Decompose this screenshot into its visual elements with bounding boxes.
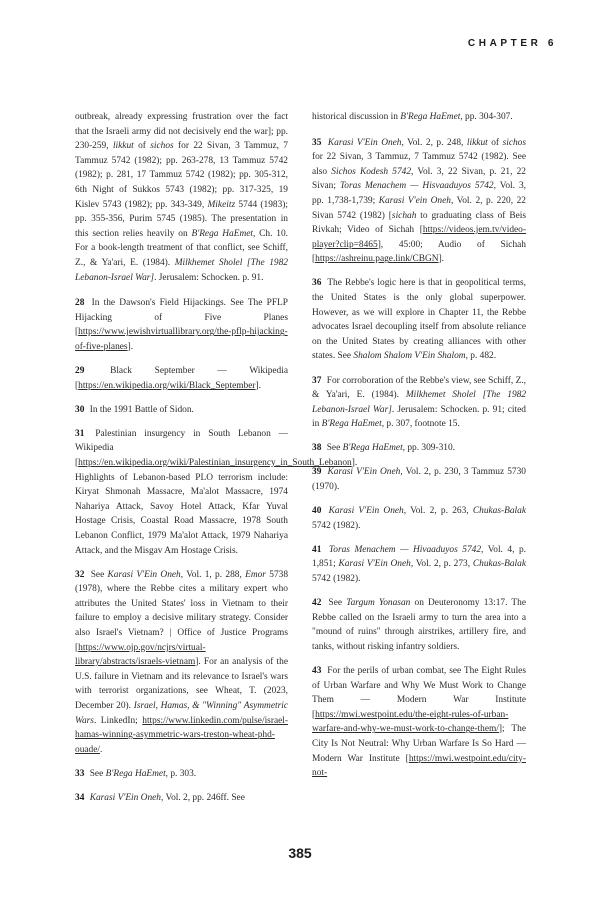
footnote-number: 33 <box>75 768 85 779</box>
footnote-42: 42 See Targum Yonasan on Deuteronomy 13:17. The Rebbe called on the Israeli army to turn the area into a "mound of ruins" through airstrikes, artillery fire, and tanks, without risking infantry soldiers. <box>312 598 527 652</box>
footnote-38: 38 See B'Rega HaEmet, pp. 309-310. <box>312 443 456 454</box>
footnote-link[interactable]: https://www.ojp.gov/ncjrs/virtual-library/abstracts/israels-vietnam <box>75 642 206 668</box>
footnote-continuation: historical discussion in B'Rega HaEmet, pp. 304-307. <box>312 112 513 122</box>
footnote-number: 30 <box>75 404 85 415</box>
footnote-continuation: outbreak, already expressing frustration over the fact that the Israeli army did not decisively end the war]; pp. 230-259, likkut of sichos for 22 Sivan, 3 Tammuz, 7 Tammuz 5742 (1982); pp. 263-278, 13 Tammuz 5742 (1982); p. 281, 17 Tammuz 5742 (1982); pp. 305-312, 6th Night of Sukkos 5743 (1982); pp. 317-325, 19 Kislev 5743 (1982); pp. 343-349, Mikeitz 5744 (1983); pp. 355-356, Purim 5745 (1985). The presentation in this section relies heavily on B'Rega HaEmet, Ch. 10. For a book-length treatment of that conflict, see Schiff, Z., & Ya'ari, E. (1984). Milkhemet Sholel [The 1982 Lebanon-Israel War]. Jerusalem: Schocken. p. 91. <box>75 112 288 283</box>
footnote-35: 35 Karasi V'Ein Oneh, Vol. 2, p. 248, likkut of sichos for 22 Sivan, 3 Tammuz, 7 Tammuz 5742 (1982). See also Sichos Kodesh 5742, Vol. 3, 22 Sivan, p. 21, 22 Sivan; Toras Menachem — Hisvaaduyos 5742, Vol. 3, pp. 1,738-1,739; Karasi V'ein Oneh, Vol. 2, p. 220, 22 Sivan 5742 (1982) [sichah to graduating class of Beis Rivkah; Video of Sichah [https://videos.jem.tv/video-player?clip=8465], 45:00; Audio of Sichah [https://ashreinu.page.link/CBGN]. <box>312 137 527 265</box>
footnote-41: 41 Toras Menachem — Hivaaduyos 5742, Vol. 4, p. 1,851; Karasi V'Ein Oneh, Vol. 2, p. 273, Chukas-Balak 5742 (1982). <box>312 544 527 585</box>
footnote-43: 43 For the perils of urban combat, see The Eight Rules of Urban Warfare and Why We Must Work to Change Them — Modern War Institute [https://mwi.westpoint.edu/the-eight-rules-of-urban-warfare-and-why-we-must-work-to-change-them/]; The City Is Not Neutral: Why Urban Warfare Is So Hard — Modern War Institute [https://mwi.westpoint.edu/city-not- <box>312 666 526 779</box>
footnote-33: 33 See B'Rega HaEmet, p. 303. <box>75 768 197 779</box>
footnote-29: 29 Black September — Wikipedia [https://en.wikipedia.org/wiki/Black_September]. <box>75 366 288 391</box>
footnote-39: 39 Karasi V'Ein Oneh, Vol. 2, p. 230, 3 Tammuz 5730 (1970). <box>312 467 526 493</box>
footnote-number: 31 <box>75 428 85 439</box>
footnote-number: 43 <box>312 666 322 676</box>
footnote-link[interactable]: https://en.wikipedia.org/wiki/Palestinian_insurgency_in_South_Lebanon <box>78 457 352 468</box>
footnote-link[interactable]: https://www.linkedin.com/pulse/israel-hamas-winning-asymmetric-wars-treston-wheat-phd-ouade/ <box>75 715 288 755</box>
footnote-number: 37 <box>312 375 322 386</box>
page-number: 385 <box>288 845 312 861</box>
footnote-36: 36 The Rebbe's logic here is that in geopolitical terms, the United States is the only global superpower. However, as we will explore in Chapter 11, the Rebbe advocates Israel decoupling itself from absolute reliance on the United States by creating alliances with other states. See Shalom Shalom V'Ein Shalom, p. 482. <box>312 278 526 362</box>
footnote-link[interactable]: https://mwi.westpoint.edu/the-eight-rules-of-urban-warfare-and-why-we-must-work-to-change-them/ <box>312 709 509 735</box>
footnote-number: 40 <box>312 506 322 517</box>
footnote-link[interactable]: https://www.jewishvirtuallibrary.org/the-pflp-hijacking-of-five-planes <box>75 327 288 352</box>
footnote-number: 39 <box>312 467 322 478</box>
footnote-link[interactable]: https://videos.jem.tv/video-player?clip=8465 <box>312 225 526 250</box>
footnote-28: 28 In the Dawson's Field Hijackings. See The PFLP Hijacking of Five Planes [https://www.jewishvirtuallibrary.org/the-pflp-hijacking-of-five-planes]. <box>75 298 288 352</box>
chapter-header: CHAPTER 6 <box>467 38 557 49</box>
footnote-number: 34 <box>75 792 85 803</box>
footnote-32: 32 See Karasi V'Ein Oneh, Vol. 1, p. 288, Emor 5738 (1978), where the Rebbe cites a military expert who attributes the United States' loss in Vietnam to their failure to employ a decisive military strategy. Consider also Israel's Vietnam? | Office of Justice Programs [https://www.ojp.gov/ncjrs/virtual-library/abstracts/israels-vietnam]. For an analysis of the U.S. failure in Vietnam and its relevance to Israel's wars with terrorist organizations, see Wheat, T. (2023, December 20). Israel, Hamas, & "Winning" Asymmetric Wars. LinkedIn; https://www.linkedin.com/pulse/israel-hamas-winning-asymmetric-wars-treston-wheat-phd-ouade/. <box>75 569 289 755</box>
footnote-number: 36 <box>312 278 322 289</box>
footnote-number: 42 <box>312 598 322 609</box>
footnote-number: 28 <box>75 298 85 309</box>
footnote-40: 40 Karasi V'Ein Oneh, Vol. 2, p. 263, Chukas-Balak 5742 (1982). <box>312 506 527 531</box>
footnote-number: 41 <box>312 544 322 555</box>
footnote-number: 38 <box>312 443 322 454</box>
footnote-34: 34 Karasi V'Ein Oneh, Vol. 2, pp. 246ff. See <box>75 792 245 803</box>
footnote-number: 35 <box>312 137 322 148</box>
footnote-link[interactable]: https://ashreinu.page.link/CBGN <box>315 254 439 265</box>
footnote-link[interactable]: https://mwi.westpoint.edu/city-not- <box>312 753 526 779</box>
footnote-number: 32 <box>75 569 85 580</box>
footnote-30: 30 In the 1991 Battle of Sidon. <box>75 404 194 415</box>
right-column <box>312 110 526 790</box>
footnote-link[interactable]: https://en.wikipedia.org/wiki/Black_September <box>78 380 256 391</box>
footnote-31: 31 Palestinian insurgency in South Lebanon — Wikipedia [https://en.wikipedia.org/wiki/Palestinian_insurgency_in_South_Lebanon]. Highlights of Lebanon-based PLO terrorism include: Kiryat Shmonah Massacre, Ma'alot Massacre, 1974 Nahariya Attack, Savoy Hotel Attack, Kfar Yuval Hostage Crisis, Coastal Road Massacre, 1978 South Lebanon Conflict, 1979 Ma'alot Attack, 1979 Nahariya Attack, and the Misgav Am Hostage Crisis. <box>75 428 358 556</box>
footnote-37: 37 For corroboration of the Rebbe's view, see Schiff, Z., & Ya'ari, E. (1984). Milkhemet Sholel [The 1982 Lebanon-Israel War]. Jerusalem: Schocken. p. 91; cited in B'Rega HaEmet, p. 307, footnote 15. <box>312 375 527 430</box>
footnote-number: 29 <box>75 366 85 376</box>
